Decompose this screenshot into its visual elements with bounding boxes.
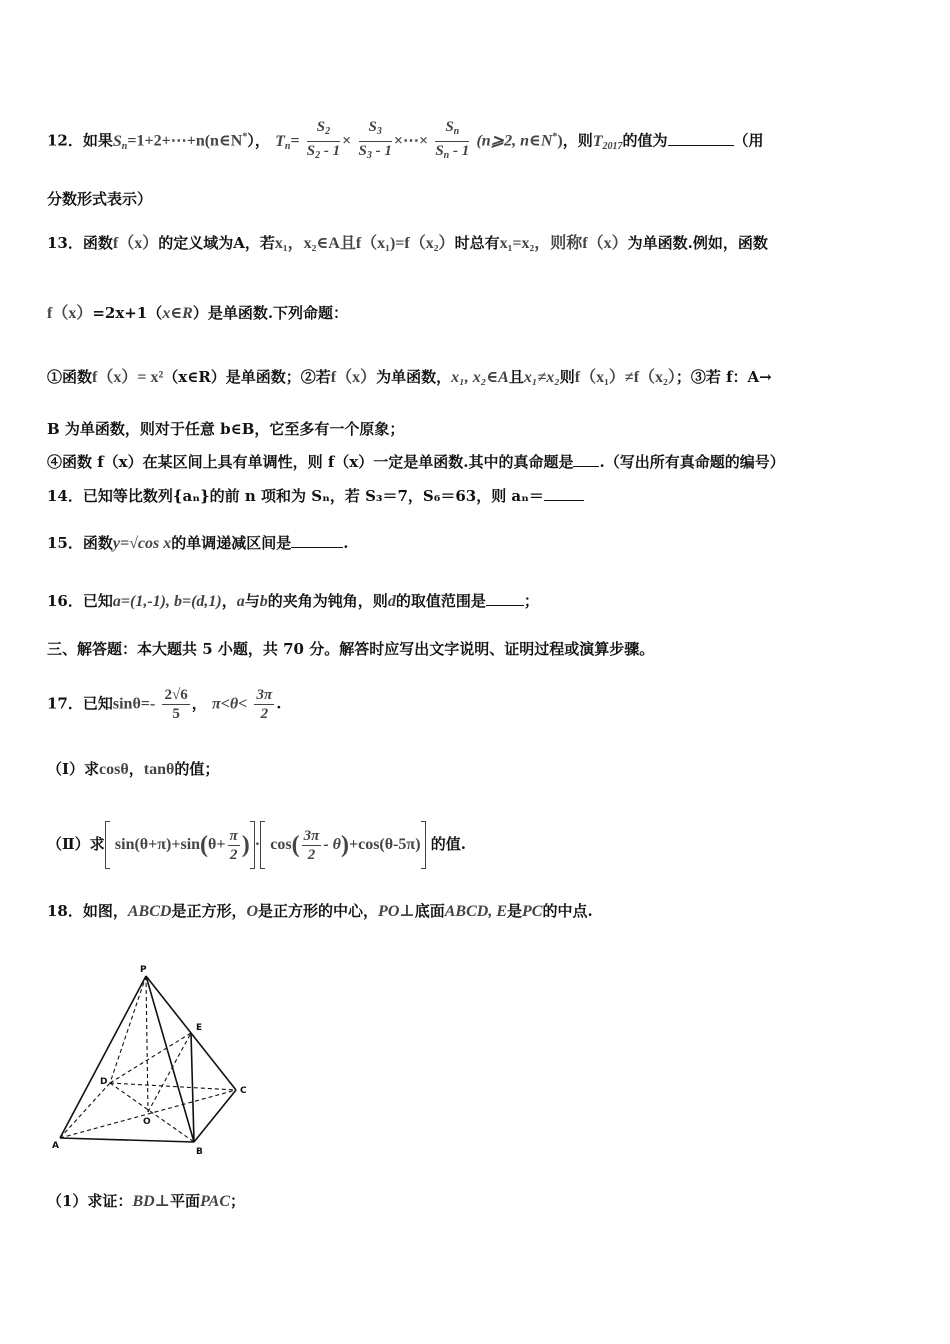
q18-line1: [47, 900, 910, 923]
q12-line2: 分数形式表示）: [47, 190, 153, 208]
q17-p2-frac1: $\frac{\pi}{2}$: [229, 827, 238, 863]
q13-line5b: .（写出所有真命题的编号）: [599, 453, 785, 471]
q16-t1: ，: [221, 592, 237, 610]
q17-p1-comma: ，: [128, 760, 144, 778]
label-p: P: [140, 965, 147, 975]
q12-tail: ，则: [562, 131, 593, 150]
q13-line5: [47, 451, 910, 473]
q13-cond1: x₁，x₂∈A且f（x₁)=f（x₂）: [274, 235, 455, 252]
q13-line1: [47, 232, 910, 255]
q12-frac3: $\frac{S_n}{S_n - 1}$: [435, 119, 470, 161]
q17-p1a: （Ⅰ）求: [47, 760, 100, 778]
q14-line: [47, 485, 910, 507]
seg-oe: [148, 1033, 191, 1112]
q13-p2-cond: x₁, x₂∈A: [451, 369, 509, 386]
q17-p2-cos2: +cos(θ-5π): [348, 836, 421, 853]
q15-tail: 的单调递减区间是: [171, 534, 292, 552]
q16-prefix: 16．已知: [47, 592, 113, 610]
q12-sn-def: =1+2+⋯+n(n∈N: [127, 132, 243, 150]
edge-pd: [110, 976, 146, 1083]
q13-cond2: x₁=x₂，则称f（x）: [499, 235, 628, 252]
q16-t3: 的夹角为钝角，则: [267, 592, 388, 610]
q18-po: PO⊥: [378, 903, 415, 920]
q16-d: d: [387, 593, 396, 610]
q12-tn-eq: =: [290, 132, 300, 150]
q12-comma: ），: [247, 131, 270, 150]
q16-end: ；: [523, 592, 539, 610]
q18-o: O: [246, 903, 259, 920]
q12-after-blank: （用: [733, 131, 764, 150]
q16-t2: 与: [244, 592, 260, 610]
edge-bc: [194, 1090, 236, 1142]
q17-p1-tan: tanθ: [143, 761, 175, 778]
seg-po: [146, 976, 148, 1112]
q17-comma: ，: [191, 694, 207, 713]
q13-p2-neq: x₁≠x₂: [523, 369, 560, 386]
q13-ex-def: =2x+1（: [92, 304, 163, 322]
q13-ex-tail: ）是单函数.下列命题：: [192, 304, 349, 322]
q13-t2: 时总有: [454, 234, 500, 252]
edge-dc: [110, 1083, 236, 1090]
q13-p1-fx: f（x）: [92, 369, 138, 386]
q17-p2-s1: sin(θ+π)+sin: [114, 836, 201, 853]
q17-p2a: （Ⅱ）求: [47, 835, 105, 853]
q15-expr: y=√cos x: [112, 535, 172, 552]
q12-tn: $T_n$: [275, 132, 291, 152]
q17-p2-frac2: $\frac{3\pi}{2}$: [303, 827, 320, 863]
q13-p1a: ①函数: [47, 368, 93, 386]
q17-p1b: 的值；: [174, 760, 220, 778]
q14-text: 14．已知等比数列{aₙ}的前 n 项和为 Sₙ，若 S₃＝7，S₆＝63，则 aₙ＝: [47, 487, 544, 505]
q17-line1: [47, 686, 910, 723]
q17-frac2: $\frac{3\pi}{2}$: [256, 687, 273, 722]
q18-s1-pac: PAC: [200, 1193, 230, 1210]
label-e: E: [196, 1023, 203, 1033]
q13-p2c: 则: [559, 368, 575, 386]
q12-frac2: $\frac{S_3}{S_3 - 1}$: [358, 119, 392, 161]
label-d: D: [100, 1077, 108, 1087]
q18-abcd: ABCD: [127, 903, 172, 920]
q12-t2017: $T_{2017}$: [592, 132, 623, 152]
q18-t4: 是: [507, 902, 523, 920]
q17-frac: $\frac{2√6}{5}$: [164, 687, 188, 722]
q17-prefix: 17．已知: [47, 694, 113, 713]
q13-line3: [47, 366, 910, 389]
q15-line: [47, 532, 910, 555]
q12-sn: $S_n$: [112, 132, 128, 152]
q18-s1a: （1）求证：: [47, 1192, 133, 1210]
q17-p1-cos: cosθ: [99, 761, 129, 778]
q12-frac1: $\frac{S_2}{S_2 - 1}$: [306, 119, 341, 161]
q12-line1: 12．如果$S_n=1+2+\cdots+n(n\in N^*)$， $T_n=$ $\frac{S_2}{S_2 - 1}$ × $\frac{S_3}{S_3 - 1}$ ×⋯× $\frac{S_n}{S_n - 1}$ (n⩾2, n∈N*)，则$T_{2017}$的值为 （用: [47, 118, 910, 165]
label-a: A: [52, 1141, 59, 1151]
q17-part2: （Ⅱ）求 sin(θ+π)+sin(θ+ $\frac{\pi}{2}$ ) · cos( $\frac{3\pi}{2}$ - θ)+cos(θ-5π) 的值.: [47, 818, 910, 870]
q16-b: b: [259, 593, 268, 610]
q13-p1b: （x∈R）是单函数；②若: [163, 368, 331, 386]
q13-p3a: ；③若 f：A→: [675, 368, 772, 386]
q18-t5: 的中点.: [542, 902, 593, 920]
label-c: C: [240, 1086, 247, 1096]
q13-answer-blank[interactable]: [573, 466, 599, 467]
diag-bd: [110, 1083, 194, 1142]
section3-heading: 三、解答题：本大题共 5 小题，共 70 分。解答时应写出文字说明、证明过程或演算步骤。: [47, 640, 655, 658]
q17-p2b: 的值.: [430, 835, 466, 853]
q17-part1: [47, 758, 910, 781]
q13-p2-fx: f（x）: [330, 369, 377, 386]
q17-sin: sinθ=-: [112, 695, 156, 713]
q13-p2-res: f（x₁）≠f（x₂）: [574, 369, 676, 386]
edge-pb: [146, 976, 194, 1142]
q12-cond: (n⩾2, n∈N: [476, 132, 553, 150]
q18-t3: 底面: [414, 902, 445, 920]
q18-abcde: ABCD, E: [444, 903, 507, 920]
q15-answer-blank[interactable]: [291, 547, 343, 548]
q16-a: a: [236, 593, 245, 610]
q16-vec-a: a=(1,-1): [112, 593, 166, 610]
edge-ab: [60, 1138, 194, 1142]
q13-p2b: 且: [508, 368, 524, 386]
q15-prefix: 15．函数: [47, 534, 113, 552]
q16-answer-blank[interactable]: [486, 605, 524, 606]
q17-p2-dot: ·: [254, 836, 261, 853]
q17-p2-cos: cos: [270, 836, 292, 853]
q18-s1-bd: BD⊥: [132, 1193, 171, 1210]
pyramid-figure: [50, 960, 260, 1160]
q17-p2-s2: θ+: [208, 836, 226, 853]
q12-dots: ×⋯×: [393, 132, 429, 150]
q18-s1c: ；: [230, 1192, 246, 1210]
q13-t3: 为单函数.例如，函数: [627, 234, 768, 252]
q13-line4: B 为单函数，则对于任意 b∈B，它至多有一个原象；: [47, 420, 405, 438]
q15-end: .: [343, 534, 349, 552]
q16-t4: 的取值范围是: [395, 592, 486, 610]
q12-ask: 的值为: [622, 131, 668, 150]
q18-prefix: 18．如图，: [47, 902, 128, 920]
q18-sub1: [47, 1190, 910, 1213]
q12-times: ×: [342, 132, 352, 150]
q12-prefix: 12．如果: [47, 131, 113, 150]
label-o: O: [143, 1117, 151, 1127]
q18-t1: 是正方形，: [171, 902, 247, 920]
q18-pc: PC: [522, 903, 543, 920]
q18-s1b: 平面: [170, 1192, 201, 1210]
q13-p1-eq: = x²: [137, 369, 164, 386]
edge-be: [191, 1033, 194, 1142]
q18-t2: 是正方形的中心，: [258, 902, 379, 920]
q13-t1: 的定义域为A，若: [158, 234, 275, 252]
q13-ex-dom: x∈R: [162, 305, 193, 322]
q13-ex-fx: f（x）: [47, 305, 93, 322]
q17-range: π<θ<: [211, 695, 248, 713]
q16-line: [47, 590, 910, 613]
q17-p2-mt: - θ: [323, 836, 341, 853]
q13-fx: f（x）: [112, 235, 159, 252]
q12-answer-blank[interactable]: [668, 145, 734, 146]
label-b: B: [196, 1147, 203, 1157]
q13-line5a: ④函数 f（x）在某区间上具有单调性，则 f（x）一定是单函数.其中的真命题是: [47, 453, 574, 471]
seg-de: [110, 1033, 191, 1083]
q13-p2a: 为单函数，: [376, 368, 452, 386]
q16-vec-b: , b=(d,1): [165, 593, 222, 610]
q17-end: .: [276, 694, 282, 713]
q14-answer-blank[interactable]: [544, 500, 584, 501]
q13-prefix: 13．函数: [47, 234, 113, 252]
q13-line2: [47, 302, 910, 325]
edge-pa: [60, 976, 146, 1138]
